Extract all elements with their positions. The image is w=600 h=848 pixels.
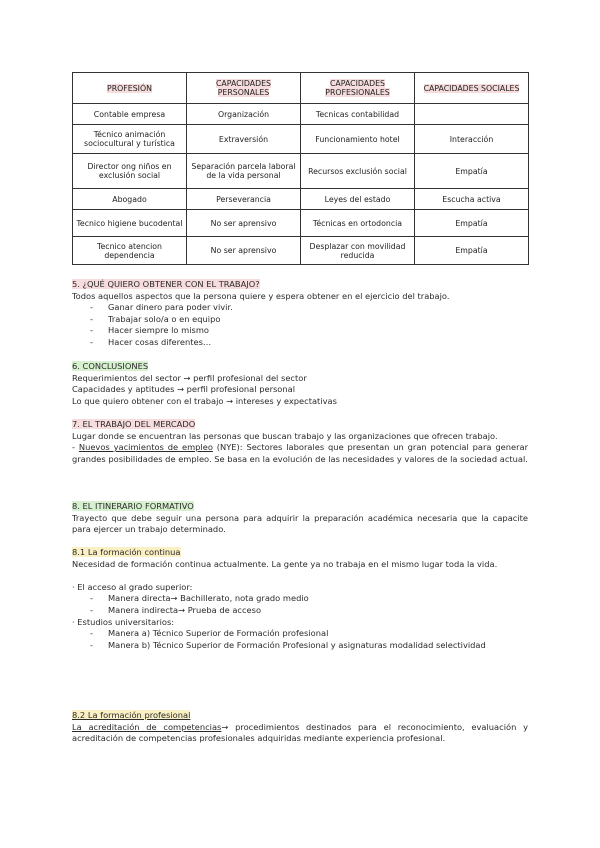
section-5 <box>72 279 528 349</box>
table-header: PROFESIÓN <box>73 73 187 104</box>
table-cell: Funcionamiento hotel <box>301 125 415 154</box>
table-header: CAPACIDADES PERSONALES <box>187 73 301 104</box>
list-item: - Manera directa→ Bachillerato, nota grado medio <box>72 593 528 605</box>
conclusion-line: Capacidades y aptitudes → perfil profesional personal <box>72 384 296 395</box>
table-cell: Abogado <box>73 189 187 210</box>
section-8-paragraph: Trayecto que debe seguir una persona para adquirir la preparación académica necesaria que la capacite para ejercer un trabajo determinado. <box>72 512 528 535</box>
list-item: - Hacer cosas diferentes… <box>72 337 528 349</box>
table-cell: Director ong niños en exclusión social <box>73 154 187 189</box>
conclusion-line: Requerimientos del sector → perfil profesional del sector <box>72 372 307 383</box>
table-cell: No ser aprensivo <box>187 237 301 265</box>
list-item: - Trabajar solo/a o en equipo <box>72 314 528 326</box>
list-item: - Hacer siempre lo mismo <box>72 325 528 337</box>
section-8-1-heading: 8.1 La formación continua <box>72 547 181 557</box>
table-cell: Tecnicas contabilidad <box>301 104 415 125</box>
table-cell: No ser aprensivo <box>187 210 301 237</box>
uni-label: · Estudios universitarios: <box>72 616 175 627</box>
table-row <box>73 189 529 210</box>
section-8-1-paragraph: Necesidad de formación continua actualmente. La gente ya no trabaja en el mismo lugar toda la vida. <box>72 558 498 569</box>
section-7-nye-paragraph: - Nuevos yacimientos de empleo (NYE): Sectores laborales que presentan un gran potencial para generar grandes posibilidades de empleo. Se basa en la evolución de las necesidades y valores de la sociedad actual. <box>72 442 528 464</box>
table-cell: Organización <box>187 104 301 125</box>
section-5-heading: 5. ¿QUÉ QUIERO OBTENER CON EL TRABAJO? <box>72 279 260 289</box>
table-row <box>73 154 529 189</box>
table-header: CAPACIDADES SOCIALES <box>415 73 529 104</box>
table-cell: Interacción <box>415 125 529 154</box>
section-7-heading: 7. EL TRABAJO DEL MERCADO <box>72 419 196 429</box>
table-cell: Empatía <box>415 210 529 237</box>
table-row <box>73 210 529 237</box>
section-5-intro: Todos aquellos aspectos que la persona quiere y espera obtener en el ejercicio del trabajo. <box>72 290 450 301</box>
section-7 <box>72 419 528 465</box>
section-8-1 <box>72 547 528 651</box>
table-cell: Extraversión <box>187 125 301 154</box>
nye-term: Nuevos yacimientos de empleo <box>78 442 213 453</box>
table-cell: Empatía <box>415 237 529 265</box>
grado-label: · El acceso al grado superior: <box>72 581 193 592</box>
table-cell: Tecnico atencion dependencia <box>73 237 187 265</box>
table-cell: Técnico animación sociocultural y turística <box>73 125 187 154</box>
table-cell: Tecnico higiene bucodental <box>73 210 187 237</box>
list-item: - Manera indirecta→ Prueba de acceso <box>72 605 528 617</box>
professions-table <box>72 72 529 265</box>
table-cell: Empatía <box>415 154 529 189</box>
section-6 <box>72 361 528 407</box>
section-7-paragraph: Lugar donde se encuentran las personas que buscan trabajo y las organizaciones que ofrecen trabajo. <box>72 430 498 441</box>
grado-list <box>72 593 528 616</box>
section-6-heading: 6. CONCLUSIONES <box>72 361 149 371</box>
list-item: - Manera b) Técnico Superior de Formación Profesional y asignaturas modalidad selectividad <box>72 640 528 652</box>
table-cell: Técnicas en ortodoncia <box>301 210 415 237</box>
table-cell: Separación parcela laboral de la vida personal <box>187 154 301 189</box>
table-cell <box>415 104 529 125</box>
acreditacion-term: La acreditación de competencias <box>72 721 222 732</box>
uni-list <box>72 628 528 651</box>
list-item: - Manera a) Técnico Superior de Formación profesional <box>72 628 528 640</box>
table-header: CAPACIDADES PROFESIONALES <box>301 73 415 104</box>
table-cell: Leyes del estado <box>301 189 415 210</box>
table-header-row <box>73 73 529 104</box>
section-8-2 <box>72 710 528 745</box>
table-cell: Recursos exclusión social <box>301 154 415 189</box>
section-8-2-heading: 8.2 La formación profesional <box>72 710 191 720</box>
table-cell: Perseverancia <box>187 189 301 210</box>
section-5-list <box>72 302 528 348</box>
table-row <box>73 125 529 154</box>
table-row <box>73 104 529 125</box>
section-8-heading: 8. EL ITINERARIO FORMATIVO <box>72 501 194 511</box>
table-cell: Contable empresa <box>73 104 187 125</box>
section-8-2-paragraph: La acreditación de competencias→ procedimientos destinados para el reconocimiento, evaluación y acreditación de competencias profesionales adquiridas mediante experiencia profesional. <box>72 721 528 744</box>
table-row <box>73 237 529 265</box>
table-cell: Escucha activa <box>415 189 529 210</box>
table-cell: Desplazar con movilidad reducida <box>301 237 415 265</box>
conclusion-line: Lo que quiero obtener con el trabajo → intereses y expectativas <box>72 395 337 406</box>
section-8 <box>72 501 528 536</box>
list-item: - Ganar dinero para poder vivir. <box>72 302 528 314</box>
